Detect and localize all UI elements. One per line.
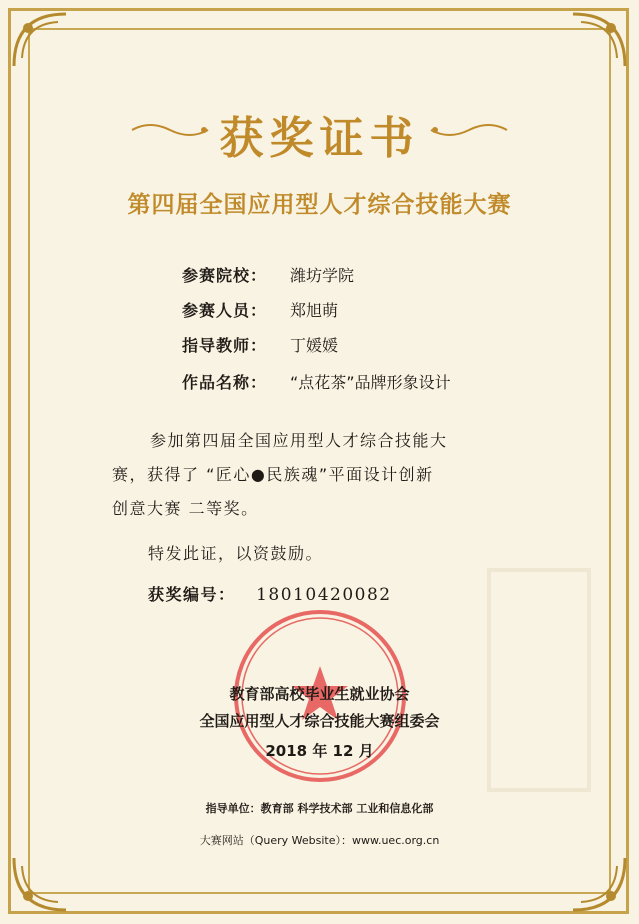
field-value: “点花茶”品牌形象设计 <box>290 373 451 392</box>
field-work-title <box>182 370 451 396</box>
guidance-units: 指导单位：教育部 科学技术部 工业和信息化部 <box>205 802 434 815</box>
award-number-label: 获奖编号： <box>148 585 236 604</box>
corner-ornament-icon <box>569 854 629 914</box>
closing-text: 特发此证，以资鼓励。 <box>148 544 324 563</box>
corner-ornament-icon <box>569 10 629 70</box>
website: 大赛网站（Query Website）：www.uec.org.cn <box>199 834 440 847</box>
certificate-title: 获奖证书 <box>219 113 420 164</box>
body-line-3: 创意大赛 二等奖。 <box>112 499 259 518</box>
issue-date: 2018 年 12 月 <box>265 742 374 760</box>
field-advisor <box>182 333 338 359</box>
issuer-association: 教育部高校毕业生就业协会 <box>229 685 410 703</box>
field-school <box>182 263 354 289</box>
field-label: 作品名称： <box>182 373 268 392</box>
watermark-icon <box>479 560 599 800</box>
issuer-committee: 全国应用型人才综合技能大赛组委会 <box>199 712 440 730</box>
corner-ornament-icon <box>10 854 70 914</box>
award-number: 18010420082 <box>256 585 392 605</box>
field-value: 潍坊学院 <box>290 266 355 285</box>
field-value: 郑旭萌 <box>290 301 339 320</box>
field-participant <box>182 298 338 324</box>
title-flourish-icon <box>429 118 509 142</box>
corner-ornament-icon <box>10 10 70 70</box>
field-label: 参赛院校： <box>182 266 268 285</box>
competition-name: 第四届全国应用型人才综合技能大赛 <box>127 192 512 218</box>
field-label: 指导教师： <box>182 336 268 355</box>
field-value: 丁媛媛 <box>290 336 339 355</box>
body-line-1: 参加第四届全国应用型人才综合技能大 <box>150 431 448 450</box>
body-line-2: 赛，获得了 “匠心●民族魂”平面设计创新 <box>112 465 434 484</box>
award-number-row <box>148 582 392 605</box>
field-label: 参赛人员： <box>182 301 268 320</box>
